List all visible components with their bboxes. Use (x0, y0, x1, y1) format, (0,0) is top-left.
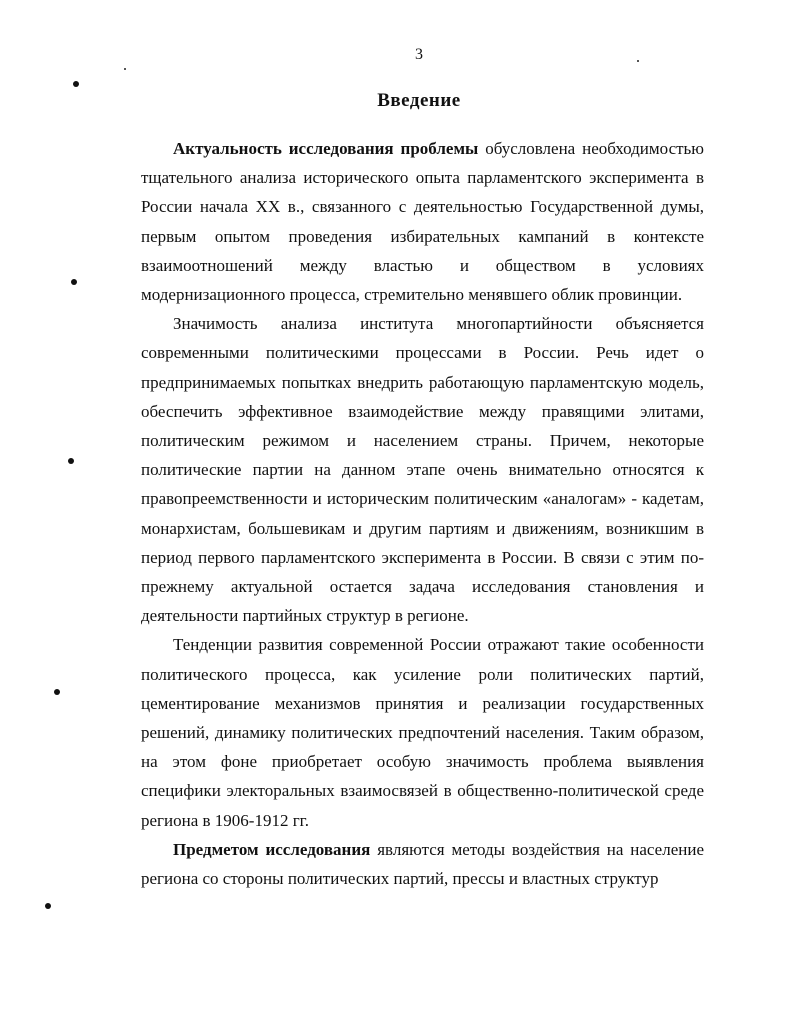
paragraph-significance (141, 309, 704, 630)
paragraph-relevance (141, 134, 704, 309)
paragraph-body: являются методы воздействия на население региона со стороны политических партий, прессы и властных структур (141, 839, 704, 889)
scan-speck (637, 60, 639, 62)
paragraph-lead: Актуальность исследования проблемы (173, 139, 479, 158)
paragraph-body: Значимость анализа института многопартийности объясняется современными политическими процессами в России. Речь идет о предпринимаемых попытках внедрить работающую парламентскую модель, обеспечить эффективное взаимодействие между правящими элитами, политическим режимом и населением страны. Причем, некоторые политические партии на данном этапе очень внимательно относятся к правопреемственности и историческим политическим «аналогам» - кадетам, монархистам, большевикам и другим партиям и движениям, возникшим в период первого парламентского эксперимента в России. В связи с этим по-прежнему актуальной остается задача исследования становления и деятельности партийных структур в регионе. (141, 314, 704, 626)
paragraph-lead: Предметом исследования (173, 839, 371, 859)
scan-hole-mark (68, 458, 74, 464)
scan-hole-mark (54, 689, 60, 695)
paragraph-body: обусловлена необходимостью тщательного анализа исторического опыта парламентского эксперимента в России начала XX в., связанного с деятельностью Государственной думы, первым опытом проведения избирательных кампаний в контексте взаимоотношений между властью и обществом в условиях модернизационного процесса, стремительно менявшего облик провинции. (141, 139, 705, 305)
paragraph-subject (141, 835, 704, 893)
scan-hole-mark (73, 81, 79, 87)
scan-speck (124, 68, 126, 70)
page-number: 3 (415, 46, 423, 63)
section-heading: Введение (377, 90, 461, 111)
paragraph-body: Тенденции развития современной России отражают такие особенности политического процесса, как усиление роли политических партий, цементирование механизмов принятия и реализации государственных решений, динамику политических предпочтений населения. Таким образом, на этом фоне приобретает особую значимость проблема выявления специфики электоральных взаимосвязей в общественно-политической среде региона в 1906-1912 гг. (141, 635, 704, 830)
body-text (141, 134, 704, 893)
scan-hole-mark (45, 903, 51, 909)
scan-hole-mark (71, 279, 77, 285)
paragraph-trends (141, 630, 704, 834)
